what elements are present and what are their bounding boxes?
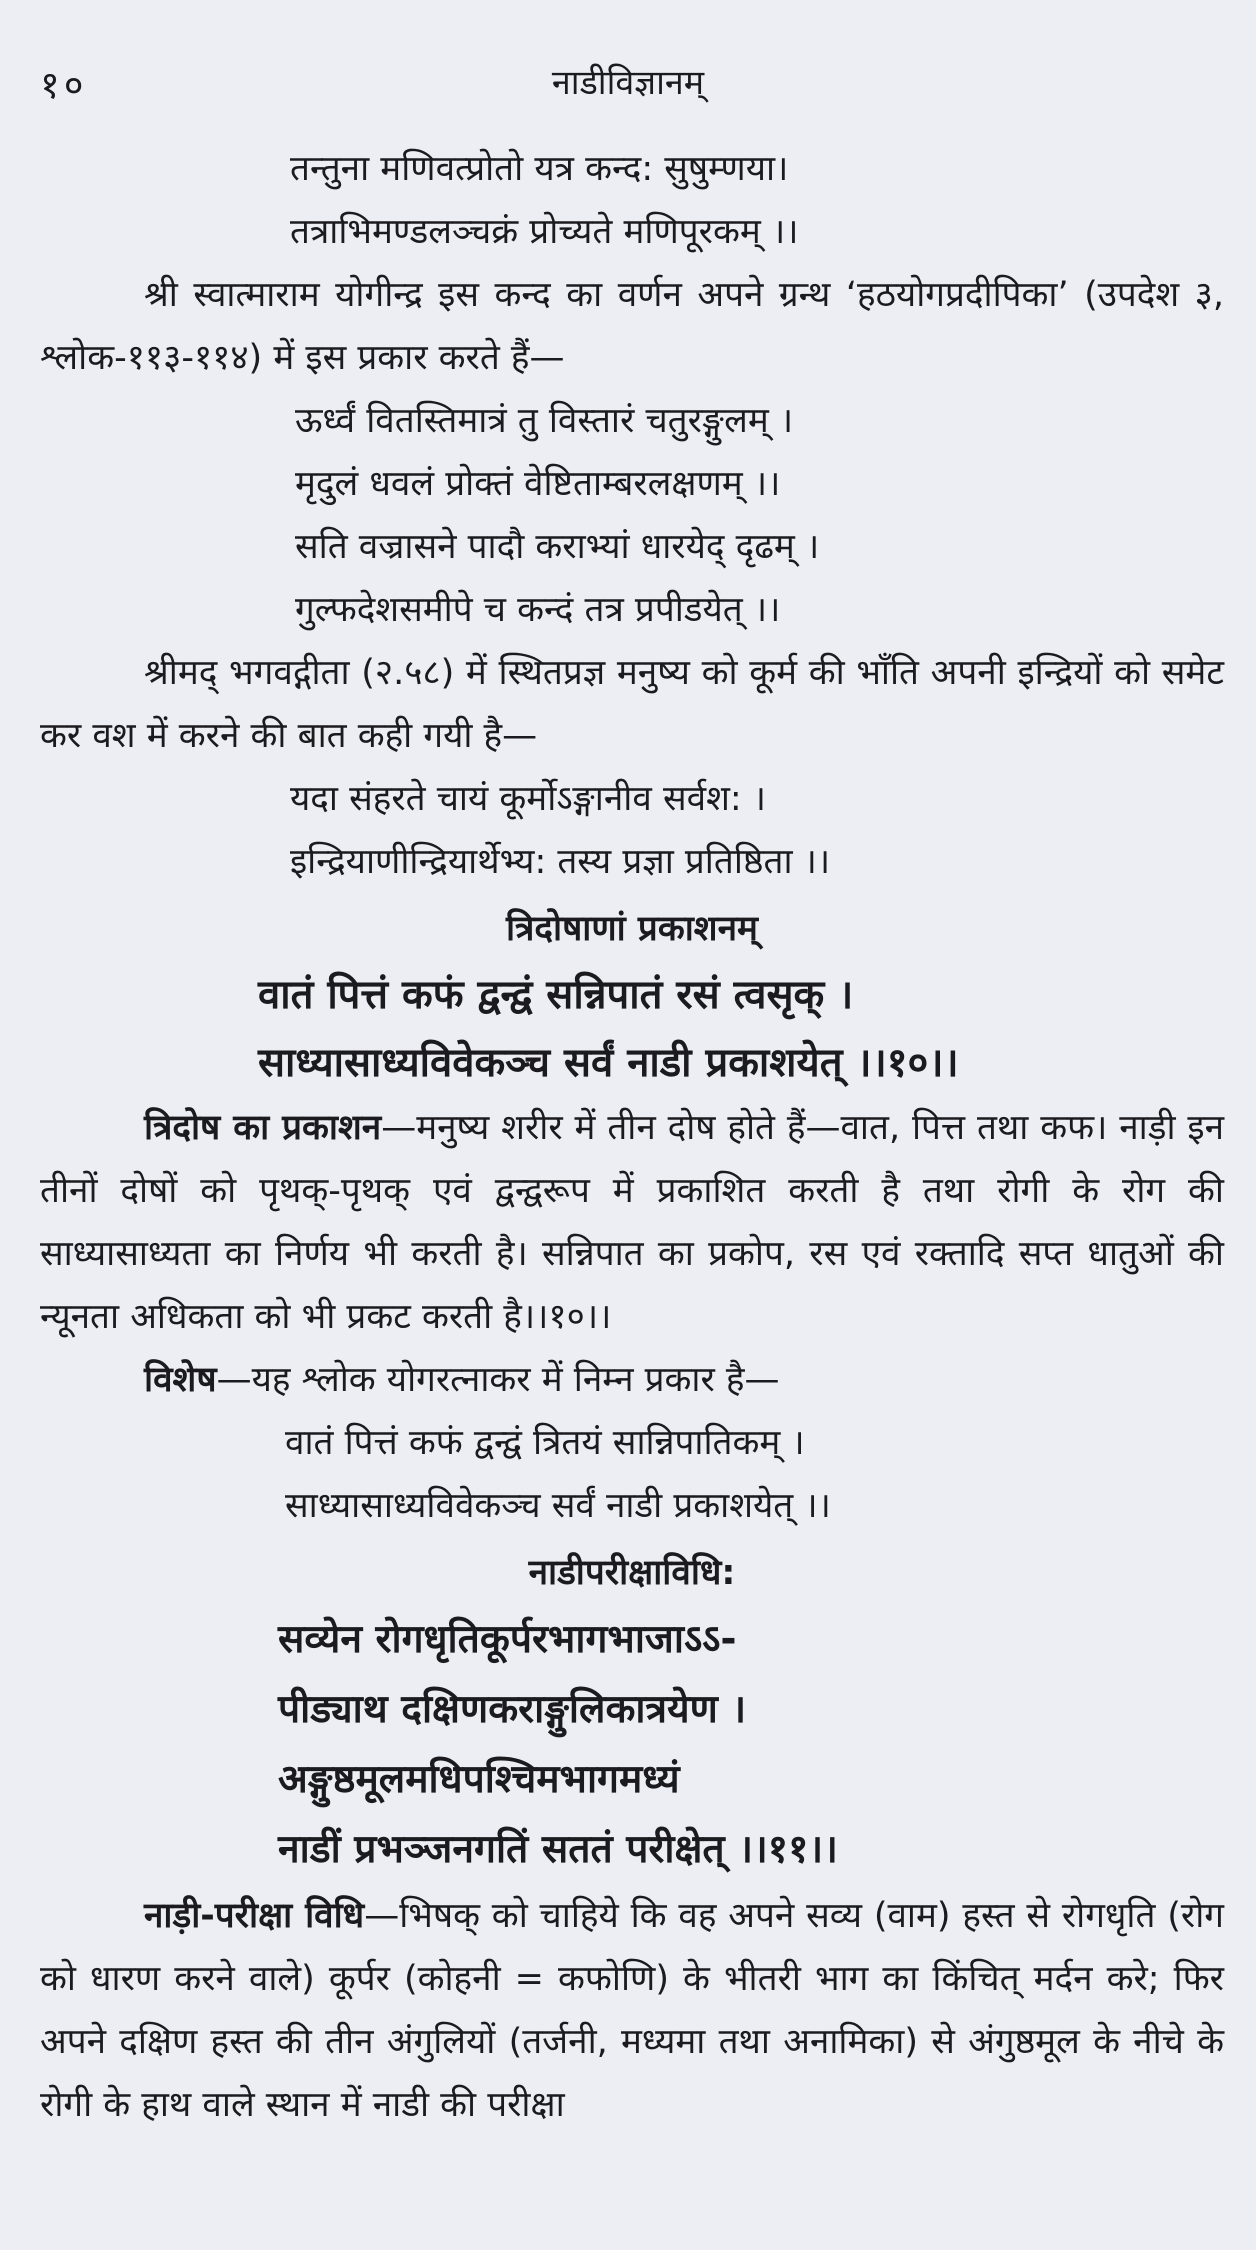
verse-line: ऊर्ध्वं वितस्तिमात्रं तु विस्तारं चतुरङ्गुलम् ।	[295, 401, 794, 441]
paragraph-lead: त्रिदोष का प्रकाशन	[144, 1108, 382, 1148]
section-heading-tridosha: त्रिदोषाणां प्रकाशनम्	[506, 909, 758, 949]
verse-line: गुल्फदेशसमीपे च कन्दं तत्र प्रपीडयेत् ।।	[295, 590, 781, 630]
verse-line: यदा संहरते चायं कूर्मोऽङ्गानीव सर्वश: ।	[290, 779, 767, 819]
section-heading-nadi-pariksha: नाडीपरीक्षाविधि:	[528, 1553, 736, 1593]
verse-11	[40, 1605, 1224, 1885]
verse-line: सव्येन रोगधृतिकूर्परभागभाजाऽऽ-	[278, 1617, 737, 1662]
verse-line: नाडीं प्रभञ्जनगतिं सततं परीक्षेत् ।।११।।	[278, 1827, 838, 1872]
verse-line: साध्यासाध्यविवेकञ्च सर्वं नाडी प्रकाशयेत् ।।	[285, 1486, 831, 1526]
paragraph-gita-intro: श्रीमद् भगवद्गीता (२.५८) में स्थितप्रज्ञ मनुष्य को कूर्म की भाँति अपनी इन्द्रियों को समेट कर वश में करने की बात कही गयी है—	[40, 653, 1224, 756]
paragraph-lead: नाड़ी-परीक्षा विधि	[144, 1896, 365, 1936]
verse-line: वातं पित्तं कफं द्वन्द्वं सन्निपातं रसं त्वसृक् ।	[258, 972, 854, 1018]
verse-line: सति वज्रासने पादौ कराभ्यां धारयेद् दृढम् ।	[295, 527, 820, 567]
verse-line: मृदुलं धवलं प्रोक्तं वेष्टिताम्बरलक्षणम् ।।	[295, 464, 781, 504]
page-number: १०	[40, 63, 88, 107]
verse-line: वातं पित्तं कफं द्वन्द्वं त्रितयं सान्निपातिकम् ।	[285, 1423, 805, 1463]
verse-line: पीड्याथ दक्षिणकराङ्गुलिकात्रयेण ।	[278, 1687, 747, 1732]
verse-kanda	[40, 390, 1224, 642]
verse-line: अङ्गुष्ठमूलमधिपश्चिमभागमध्यं	[278, 1757, 680, 1802]
verse-line: इन्द्रियाणीन्द्रियार्थेभ्य: तस्य प्रज्ञा प्रतिष्ठिता ।।	[290, 842, 831, 882]
running-title: नाडीविज्ञानम्	[551, 63, 705, 103]
verse-gita	[40, 768, 1224, 894]
verse-line: साध्यासाध्यविवेकञ्च सर्वं नाडी प्रकाशयेत् ।।१०।।	[258, 1040, 959, 1086]
paragraph-nadi-pariksha-method: नाड़ी-परीक्षा विधि—भिषक् को चाहिये कि वह अपने सव्य (वाम) हस्त से रोगधृति (रोग को धारण करने वाले) कूर्पर (कोहनी = कफोणि) के भीतरी भाग का किंचित् मर्दन करे; फिर अपने दक्षिण हस्त की तीन अंगुलियों (तर्जनी, मध्यमा तथा अनामिका) से अंगुष्ठमूल के नीचे के रोगी के हाथ वाले स्थान में नाडी की परीक्षा	[40, 1896, 1224, 2125]
verse-line: तन्तुना मणिवत्प्रोतो यत्र कन्द: सुषुम्णया।	[290, 149, 789, 189]
paragraph-lead: विशेष	[144, 1360, 217, 1400]
page-header	[0, 58, 1256, 114]
verse-line: तत्राभिमण्डलञ्चक्रं प्रोच्यते मणिपूरकम् ।।	[290, 212, 799, 252]
paragraph-tridosha-explanation: त्रिदोष का प्रकाशन—मनुष्य शरीर में तीन दोष होते हैं—वात, पित्त तथा कफ। नाड़ी इन तीनों दोषों को पृथक्-पृथक् एवं द्वन्द्वरूप में प्रकाशित करती है तथा रोगी के रोग की साध्यासाध्यता का निर्णय भी करती है। सन्निपात का प्रकोप, रस एवं रक्तादि सप्त धातुओं की न्यूनता अधिकता को भी प्रकट करती है।।१०।।	[40, 1108, 1224, 1337]
paragraph-vishesh: विशेष—यह श्लोक योगरत्नाकर में निम्न प्रकार है—	[144, 1360, 780, 1400]
verse-10	[40, 961, 1224, 1097]
verse-yogaratnakara	[40, 1412, 1224, 1538]
paragraph-hathayoga-intro: श्री स्वात्माराम योगीन्द्र इस कन्द का वर्णन अपने ग्रन्थ ‘हठयोगप्रदीपिका’ (उपदेश ३, श्लोक-११३-११४) में इस प्रकार करते हैं—	[40, 275, 1224, 378]
page-body	[40, 138, 1224, 2137]
verse-manipura	[40, 138, 1224, 264]
